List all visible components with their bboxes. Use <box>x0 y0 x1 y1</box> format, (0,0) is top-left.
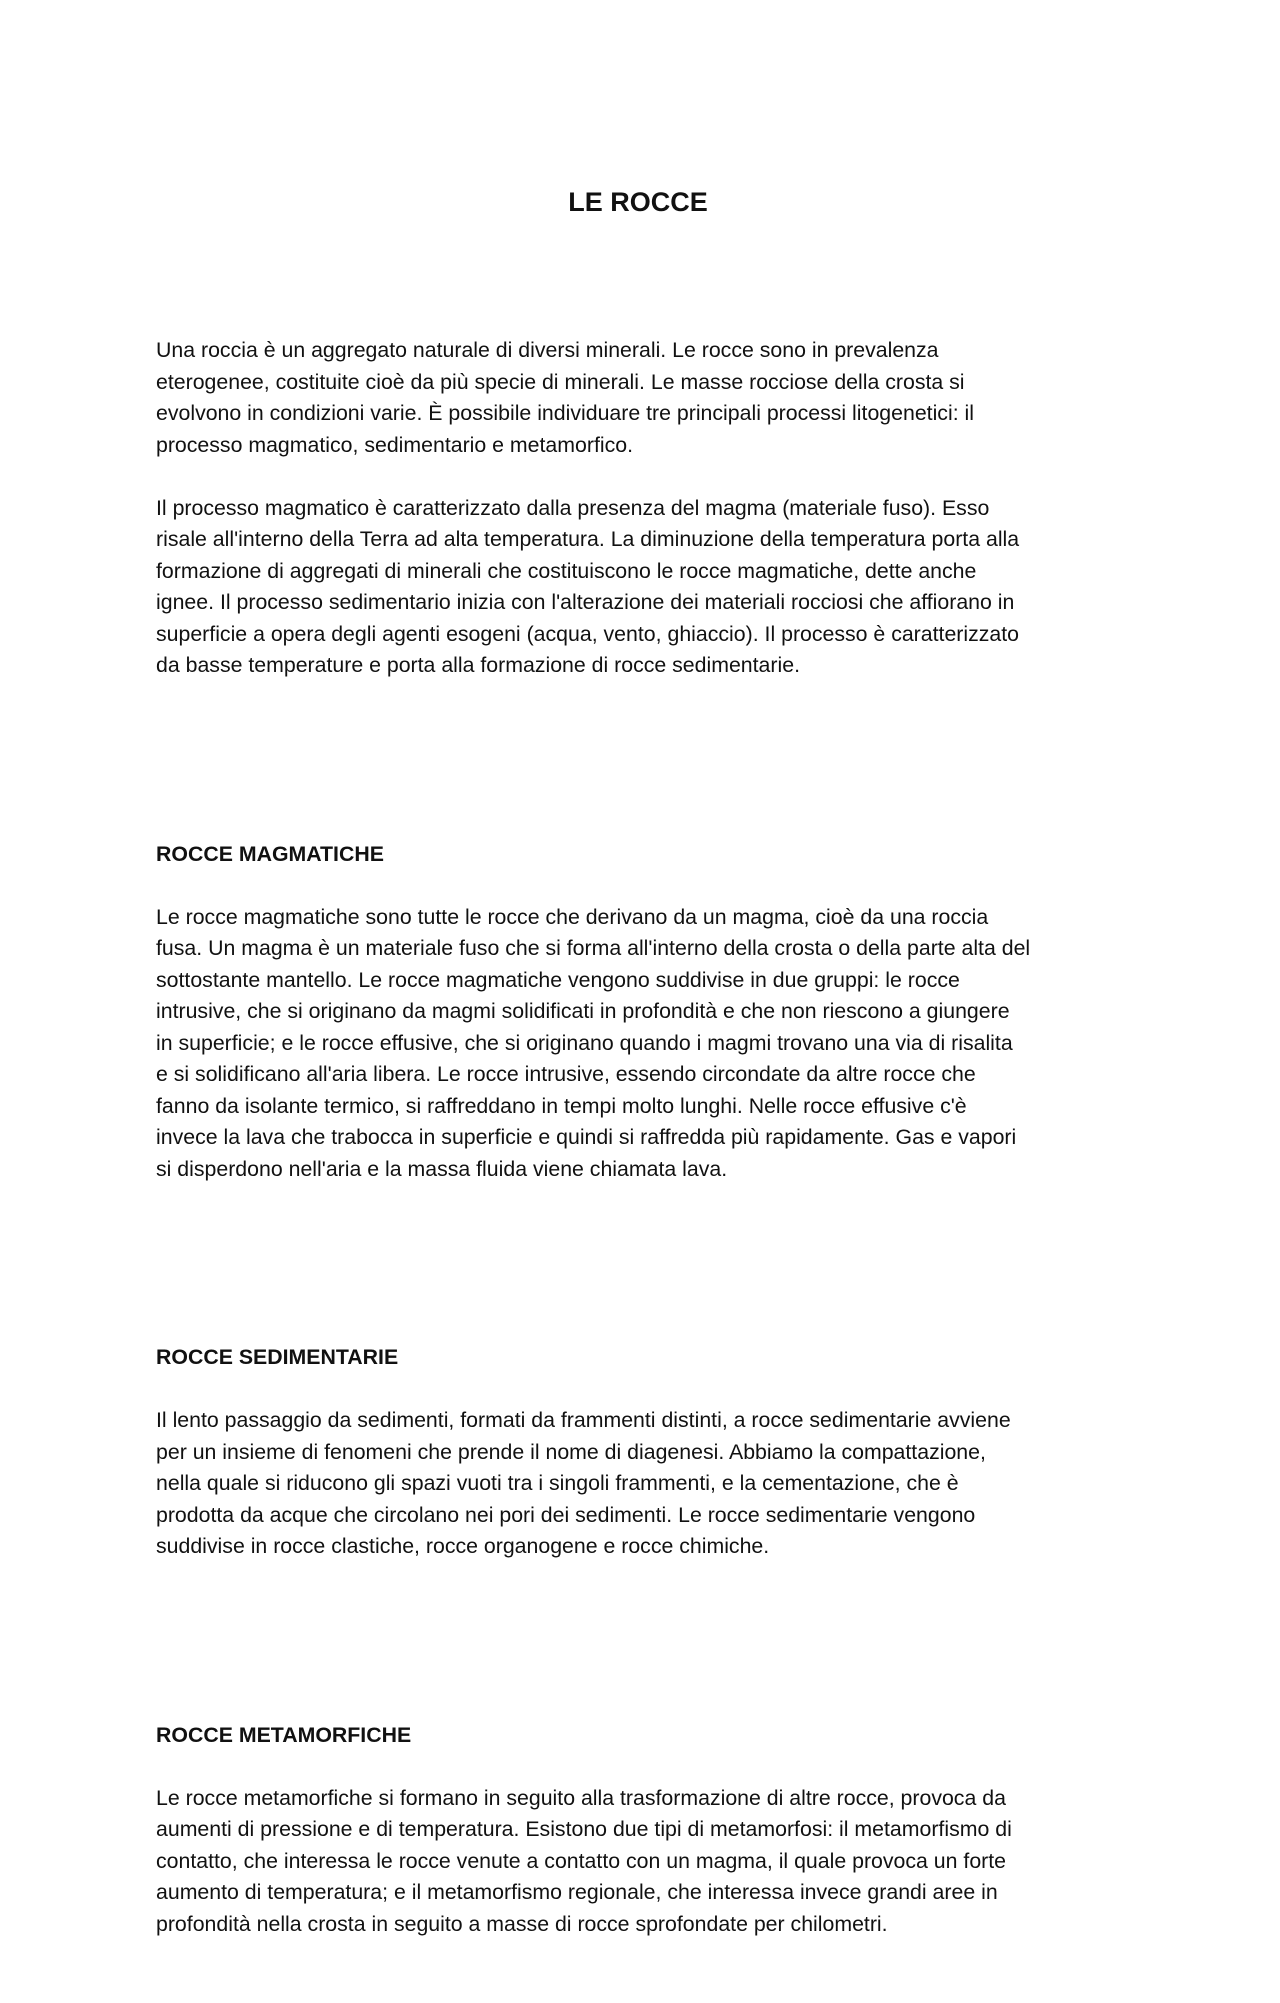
section-body: Le rocce metamorfiche si formano in seguito alla trasformazione di altre rocce, provoca da aumenti di pressione e di temperatura. Esistono due tipi di metamorfosi: il metamorfismo di contatto, che interessa le rocce venute a contatto con un magma, il quale provoca un forte aumento di temperatura; e il metamorfismo regionale, che interessa invece grandi aree in profondità nella crosta in seguito a masse di rocce sprofondate per chilometri. <box>156 1785 1012 1936</box>
section-body: Le rocce magmatiche sono tutte le rocce che derivano da un magma, cioè da una roccia fusa. Un magma è un materiale fuso che si forma all'interno della crosta o della parte alta del sottostante mantello. Le rocce magmatiche vengono suddivise in due gruppi: le rocce intrusive, che si originano da magmi solidificati in profondità e che non riescono a giungere in superficie; e le rocce effusive, che si originano quando i magmi trovano una via di risalita e si solidificano all'aria libera. Le rocce intrusive, essendo circondate da altre rocce che fanno da isolante termico, si raffreddano in tempi molto lunghi. Nelle rocce effusive c'è invece la lava che trabocca in superficie e quindi si raffredda più rapidamente. Gas e vapori si disperdono nell'aria e la massa fluida viene chiamata lava. <box>156 904 1031 1181</box>
section-rocce-magmatiche <box>156 807 1136 1217</box>
page-title: LE ROCCE <box>568 186 708 217</box>
section-heading: ROCCE SEDIMENTARIE <box>156 1345 399 1369</box>
intro-paragraph-2: Il processo magmatico è caratterizzato dalla presenza del magma (materiale fuso). Esso risale all'interno della Terra ad alta temperatura. La diminuzione della temperatura porta alla formazione di aggregati di minerali che costituiscono le rocce magmatiche, dette anche ignee. Il processo sedimentario inizia con l'alterazione dei materiali rocciosi che affiorano in superficie a opera degli agenti esogeni (acqua, vento, ghiaccio). Il processo è caratterizzato da basse temperature e porta alla formazione di rocce sedimentarie. <box>156 495 1020 677</box>
section-body: Il lento passaggio da sedimenti, formati da frammenti distinti, a rocce sedimentarie avviene per un insieme di fenomeni che prende il nome di diagenesi. Abbiamo la compattazione, nella quale si riducono gli spazi vuoti tra i singoli frammenti, e la cementazione, che è prodotta da acque che circolano nei pori dei sedimenti. Le rocce sedimentarie vengono suddivise in rocce clastiche, rocce organogene e rocce chimiche. <box>156 1408 1011 1558</box>
document-page <box>156 150 1136 2003</box>
section-rocce-metamorfiche <box>156 1688 1136 1972</box>
section-heading: ROCCE MAGMATICHE <box>156 841 384 866</box>
section-rocce-sedimentarie <box>156 1311 1136 1595</box>
section-heading: ROCCE METAMORFICHE <box>156 1722 412 1747</box>
intro-block <box>156 304 1136 714</box>
intro-paragraph-1: Una roccia è un aggregato naturale di diversi minerali. Le rocce sono in prevalenza eterogenee, costituite cioè da più specie di minerali. Le masse rocciose della crosta si evolvono in condizioni varie. È possibile individuare tre principali processi litogenetici: il processo magmatico, sedimentario e metamorfico. <box>156 338 974 457</box>
